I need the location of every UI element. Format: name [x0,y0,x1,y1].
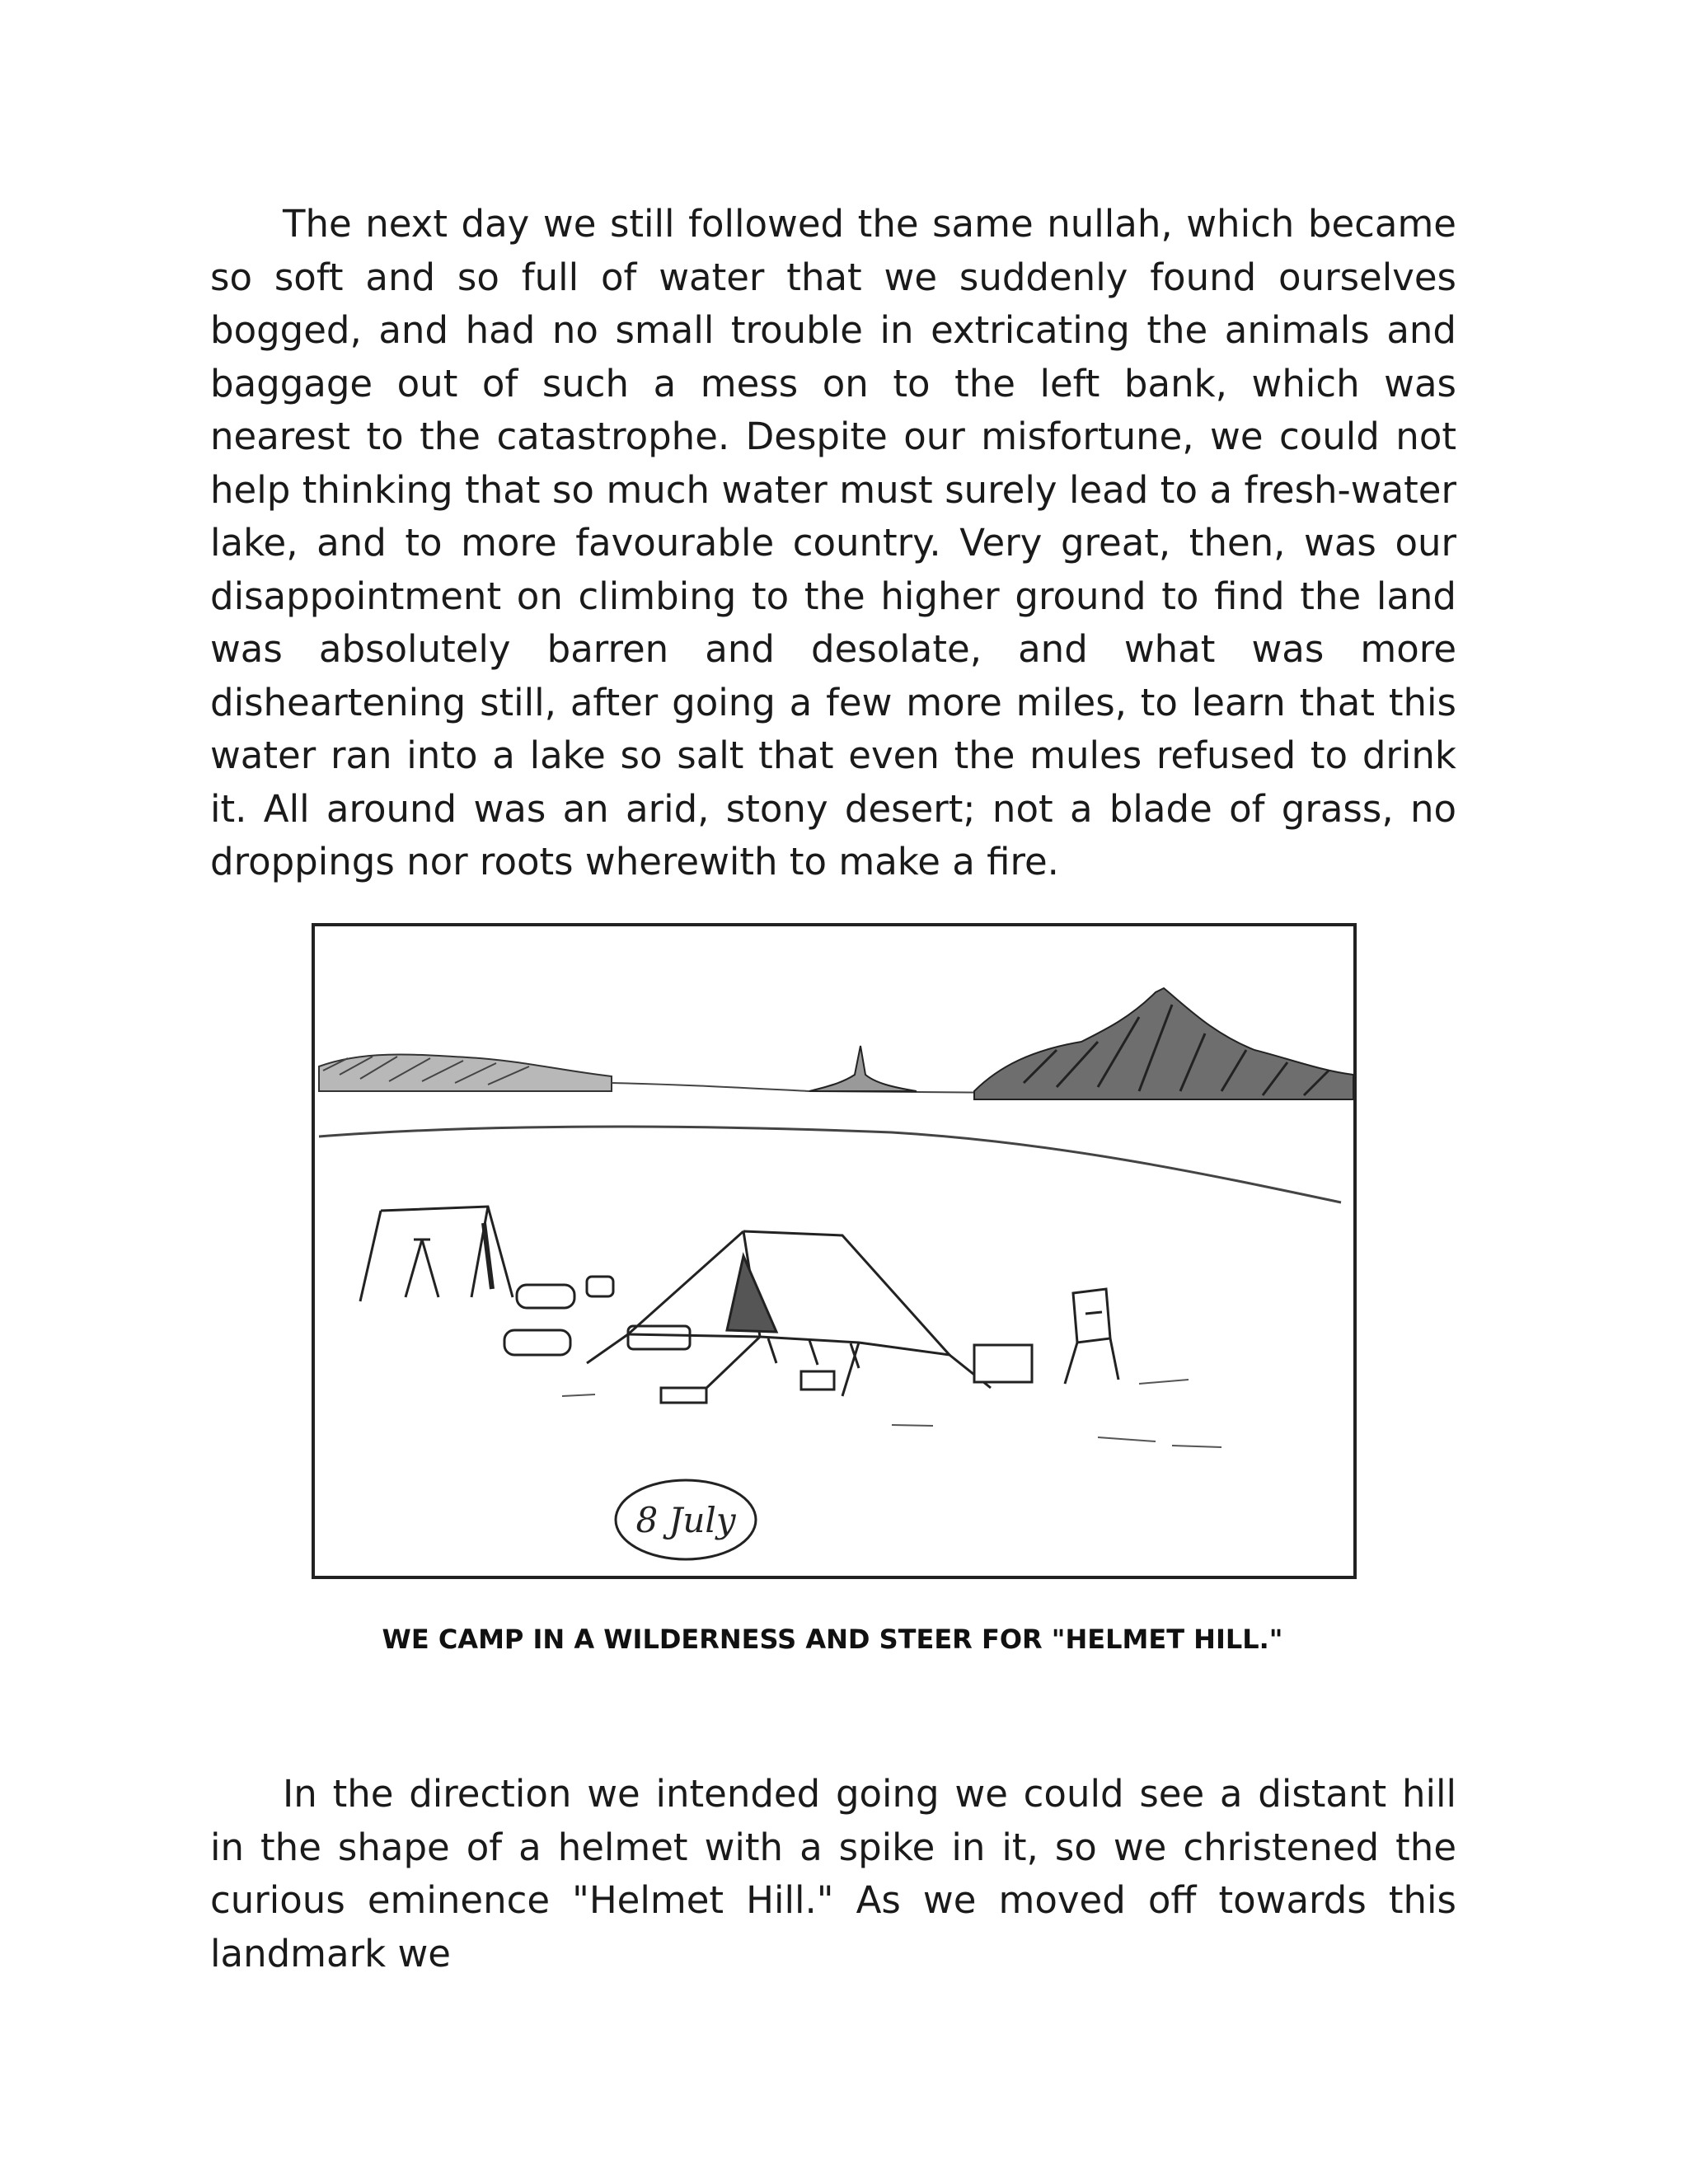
paragraph-1: The next day we still followed the same nullah, which became so soft and so full of water that we suddenly found ourselves bogged, and had no small trouble in extricating the animals and baggage out of such a mess on to the left bank, which was nearest to the catastrophe. Despite our misfortune, we could not help thinking that so much water must surely lead to a fresh-water lake, and to more favourable country. Very great, then, was our disappointment on climbing to the higher ground to find the land was absolutely barren and desolate, and what was more disheartening still, after going a few more miles, to learn that this water ran into a lake so salt that even the mules refused to drink it. All around was an arid, stony desert; not a blade of grass, no droppings nor roots wherewith to make a fire. [210,202,1456,883]
large-tent [587,1231,991,1396]
baggage-packs [504,1277,690,1355]
figure-caption: WE CAMP IN A WILDERNESS AND STEER FOR "HELMET HILL." [382,1624,1283,1655]
left-hills [319,1055,612,1091]
helmet-hill [974,988,1353,1099]
date-stamp [616,1480,756,1559]
small-tent [360,1207,513,1301]
camp-chair [1065,1289,1118,1384]
lake-edge [319,1127,1341,1202]
spike-peak [809,1046,917,1091]
sketch-drawing [315,926,1353,1576]
date-label: 8 July [635,1500,736,1540]
paragraph-2: In the direction we intended going we could see a distant hill in the shape of a helmet with a spike in it, so we christened the curious eminence "Helmet Hill." As we moved off towards this landmark we [210,1772,1456,1975]
camp-box [661,1345,1032,1403]
camp-sketch-illustration [312,923,1357,1579]
